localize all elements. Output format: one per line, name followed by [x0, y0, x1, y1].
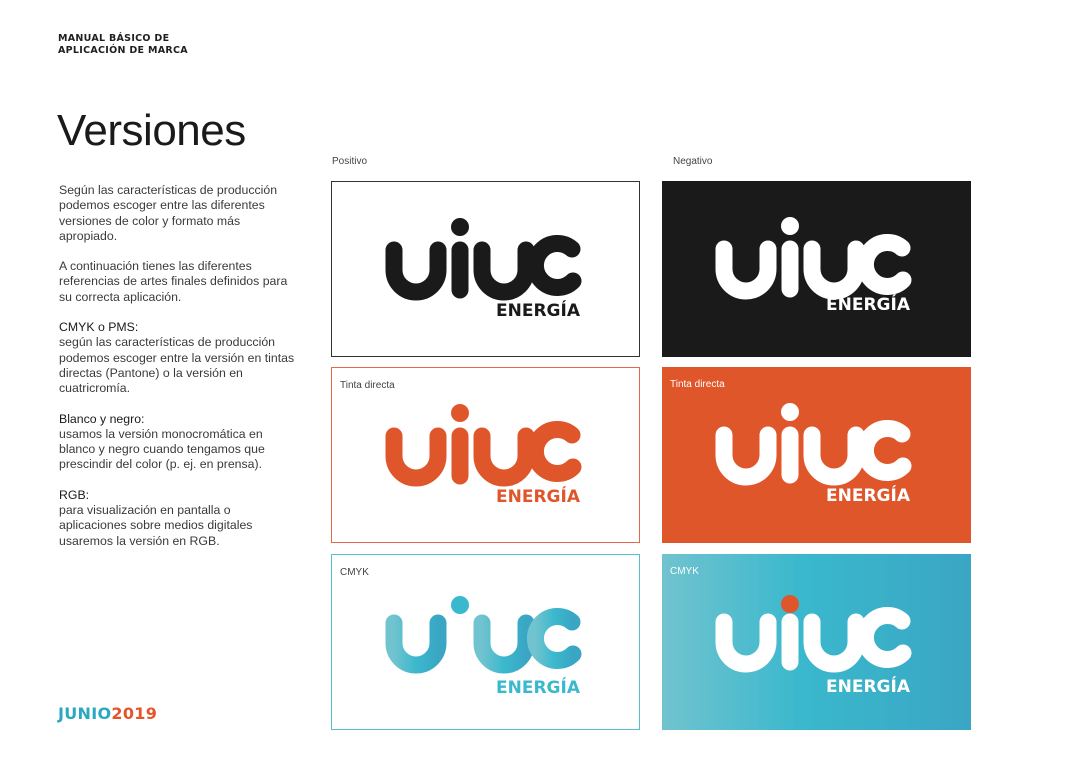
rgb-section [59, 488, 299, 549]
references-paragraph: A continuación tienes las diferentes referencias de artes finales definidos para su correcta aplicación. [59, 259, 288, 304]
logo-white [662, 181, 971, 357]
logo-tagline: ENERGÍA [496, 487, 580, 507]
logo-tagline: ENERGÍA [496, 301, 580, 321]
manual-header [58, 33, 188, 57]
logo-tagline: ENERGÍA [826, 486, 910, 506]
bw-section [59, 412, 299, 473]
card-tag: CMYK [670, 566, 699, 577]
page-title: Versiones [57, 106, 246, 155]
card-tag: Tinta directa [670, 379, 725, 390]
card-tag: CMYK [340, 567, 369, 578]
positive-column-label: Positivo [332, 156, 368, 167]
footer-year: 2019 [111, 704, 158, 723]
logo-card-cmyk-positive [331, 554, 640, 730]
rgb-text: para visualización en pantalla o aplicaciones sobre medios digitales usaremos la versión en RGB. [59, 503, 253, 548]
logo-orange [332, 368, 640, 543]
cmyk-section [59, 320, 299, 396]
bw-text: usamos la versión monocromática en blanco y negro cuando tengamos que prescindir del color (p. ej. en prensa). [59, 426, 265, 472]
logo-card-positive-black [331, 181, 640, 357]
card-tag: Tinta directa [340, 380, 395, 391]
logo-black [332, 182, 640, 357]
header-line-1: MANUAL BÁSICO DE [58, 33, 170, 44]
cmyk-text: según las características de producción podemos escoger entre la versión en tintas directas (Pantone) o la versión en cuatricromía. [59, 335, 295, 396]
logo-card-cmyk-negative [662, 554, 971, 730]
logo-cyan [332, 555, 640, 730]
logo-tagline: ENERGÍA [826, 295, 910, 315]
cmyk-heading: CMYK o PMS: [59, 320, 139, 335]
logo-tagline: ENERGÍA [826, 677, 910, 697]
header-line-2: APLICACIÓN DE MARCA [58, 45, 188, 56]
logo-tagline: ENERGÍA [496, 678, 580, 698]
footer-month: JUNIO [58, 704, 112, 723]
footer-date [58, 704, 157, 723]
intro-paragraph: Según las características de producción podemos escoger entre las diferentes versiones de color y formato más apropiado. [59, 183, 278, 243]
description [59, 183, 299, 564]
logo-white-orange-dot [662, 554, 971, 730]
logo-card-negative-black [662, 181, 971, 357]
rgb-heading: RGB: [59, 487, 90, 502]
bw-heading: Blanco y negro: [59, 411, 145, 426]
logo-card-spot-negative [662, 367, 971, 543]
logo-white [662, 367, 971, 543]
negative-column-label: Negativo [673, 156, 713, 167]
logo-card-spot-positive [331, 367, 640, 543]
